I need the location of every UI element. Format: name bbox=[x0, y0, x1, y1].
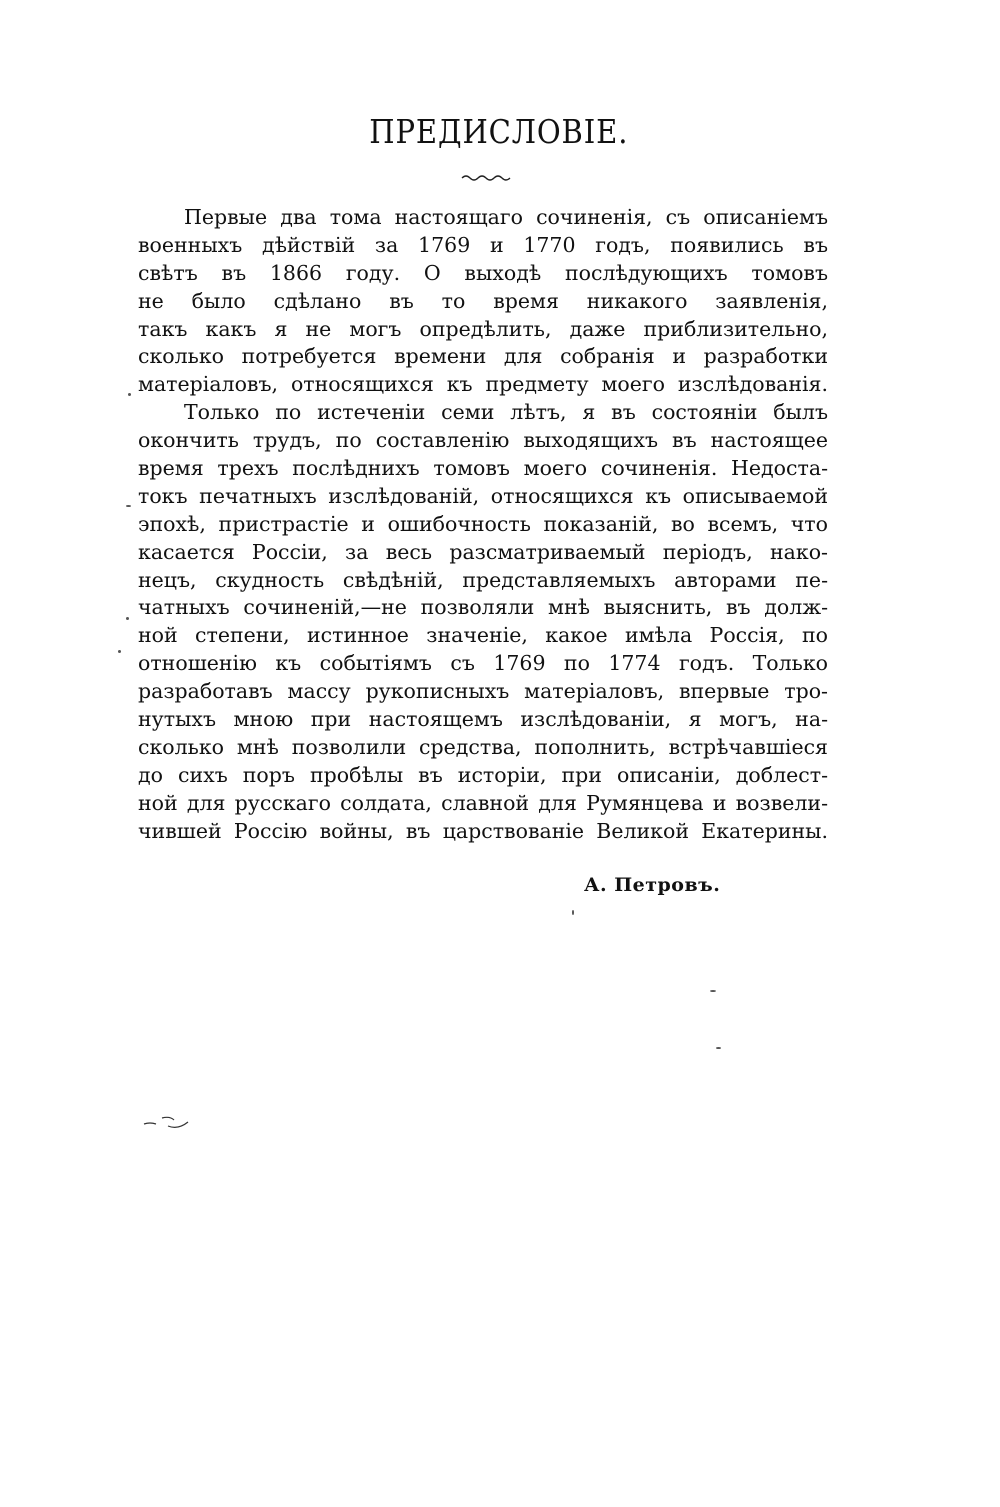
text-line: чившей Россію войны, въ царствованіе Великой Екатерины. bbox=[138, 818, 828, 843]
text-line: касается Россіи, за весь разсматриваемый періодъ, нако- bbox=[138, 539, 828, 564]
scan-speck bbox=[716, 1047, 721, 1049]
text-line: до сихъ поръ пробѣлы въ исторіи, при описаніи, доблест- bbox=[138, 762, 828, 787]
text-line: сколько мнѣ позволили средства, пополнить, встрѣчавшіеся bbox=[138, 734, 828, 759]
text-line: нецъ, скудность свѣдѣній, представляемыхъ авторами пе- bbox=[138, 567, 828, 592]
text-line: ной степени, истинное значеніе, какое имѣла Россія, по bbox=[138, 623, 828, 648]
text-line: матеріаловъ, относящихся къ предмету моего изслѣдованія. bbox=[138, 372, 828, 397]
text-line: Первые два тома настоящаго сочиненія, съ описаніемъ bbox=[184, 205, 828, 229]
text-line: отношенію къ событіямъ съ 1769 по 1774 годъ. Только bbox=[138, 651, 828, 676]
text-line: время трехъ послѣднихъ томовъ моего сочиненія. Недоста- bbox=[138, 456, 828, 481]
ornament-divider bbox=[460, 172, 515, 182]
text-line: эпохѣ, пристрастіе и ошибочность показаній, во всемъ, что bbox=[138, 511, 828, 536]
scan-speck bbox=[118, 650, 121, 653]
author-signature: А. Петровъ. bbox=[584, 874, 721, 896]
scan-speck bbox=[126, 505, 131, 507]
scan-speck bbox=[126, 617, 129, 620]
scan-speck bbox=[572, 910, 574, 915]
text-line: не было сдѣлано въ то время никакого заявленія, bbox=[138, 288, 828, 313]
scan-speck bbox=[128, 393, 131, 396]
text-line: свѣтъ въ 1866 году. О выходѣ послѣдующихъ томовъ bbox=[138, 260, 828, 285]
scan-smudge bbox=[140, 1112, 200, 1132]
page-title: ПРЕДИСЛОВІЕ. bbox=[369, 112, 629, 151]
text-line: окончить трудъ, по составленію выходящихъ въ настоящее bbox=[138, 428, 828, 453]
text-line: ной для русскаго солдата, славной для Румянцева и возвели- bbox=[138, 790, 828, 815]
text-line: Только по истеченіи семи лѣтъ, я въ состояніи былъ bbox=[184, 400, 828, 425]
text-line: сколько потребуется времени для собранія и разработки bbox=[138, 344, 828, 369]
preface-text bbox=[138, 204, 828, 845]
text-line: нутыхъ мною при настоящемъ изслѣдованіи, я могъ, на- bbox=[138, 707, 828, 732]
text-line: разработавъ массу рукописныхъ матеріаловъ, впервые тро- bbox=[138, 679, 828, 704]
scan-speck bbox=[710, 990, 716, 992]
text-line: такъ какъ я не могъ опредѣлить, даже приблизительно, bbox=[138, 316, 828, 341]
text-line: военныхъ дѣйствій за 1769 и 1770 годъ, появились въ bbox=[138, 232, 828, 257]
text-line: токъ печатныхъ изслѣдованій, относящихся къ описываемой bbox=[138, 483, 828, 508]
text-line: чатныхъ сочиненій,—не позволяли мнѣ выяснить, въ долж- bbox=[138, 595, 828, 620]
